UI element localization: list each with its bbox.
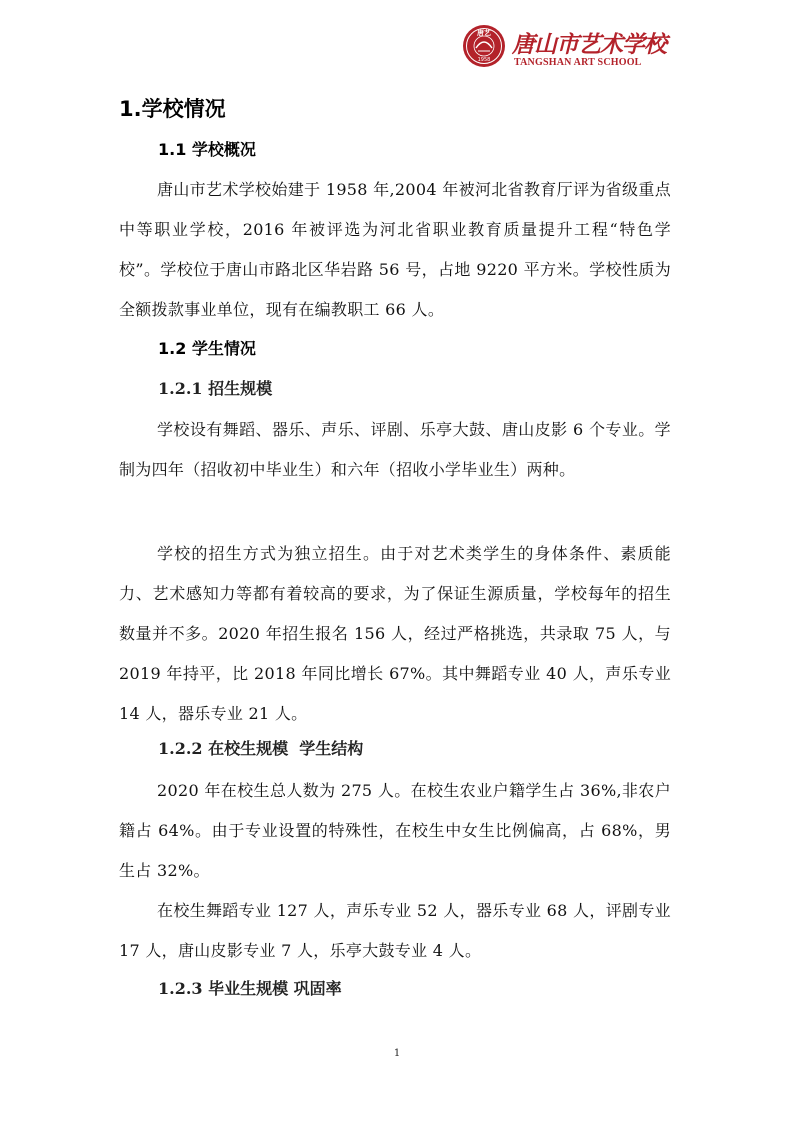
paragraph-school-profile: 唐山市艺术学校始建于 1958 年,2004 年被河北省教育厅评为省级重点中等职业学校，2016 年被评选为河北省职业教育质量提升工程“特色学校”。学校位于唐山市路北区华岩路 56 号，占地 9220 平方米。学校性质为全额拨款事业单位，现有在编教职工 66 人。 (119, 180, 671, 319)
subheading-school-profile: 1.1 学校概况 (158, 140, 256, 159)
seal-year: 1958 (477, 57, 491, 63)
school-seal-icon (462, 24, 506, 68)
paragraph-majors: 学校设有舞蹈、器乐、声乐、评剧、乐亭大鼓、唐山皮影 6 个专业。学制为四年（招收初中毕业生）和六年（招收小学毕业生）两种。 (119, 420, 671, 479)
section-heading-school-overview: 1.学校情况 (119, 97, 226, 121)
paragraph-students-by-major: 在校生舞蹈专业 127 人，声乐专业 52 人，器乐专业 68 人，评剧专业 17 人，唐山皮影专业 7 人，乐亭大鼓专业 4 人。 (119, 901, 671, 960)
subheading-enrollment-scale: 1.2.1 招生规模 (158, 379, 273, 398)
paragraph-student-total: 2020 年在校生总人数为 275 人。在校生农业户籍学生占 36%,非农户籍占 64%。由于专业设置的特殊性，在校生中女生比例偏高，占 68%，男生占 32%。 (119, 781, 671, 880)
subheading-graduate-scale: 1.2.3 毕业生规模 巩固率 (158, 979, 342, 998)
school-logo (462, 20, 666, 72)
subheading-student-structure: 1.2.2 在校生规模 学生结构 (158, 739, 364, 758)
page-number: 1 (393, 1048, 401, 1059)
paragraph-enrollment: 学校的招生方式为独立招生。由于对艺术类学生的身体条件、素质能力、艺术感知力等都有着较高的要求，为了保证生源质量，学校每年的招生数量并不多。2020 年招生报名 156 人，经过严格挑选，共录取 75 人，与 2019 年持平，比 2018 年同比增长 67%。其中舞蹈专业 40 人，声乐专业 14 人，器乐专业 21 人。 (119, 544, 671, 723)
school-name-en: TANGSHAN ART SCHOOL (514, 57, 642, 68)
school-name-cn: 唐山市艺术学校 (512, 31, 666, 58)
seal-text: 唐艺 (477, 29, 491, 37)
subheading-student-situation: 1.2 学生情况 (158, 339, 256, 358)
